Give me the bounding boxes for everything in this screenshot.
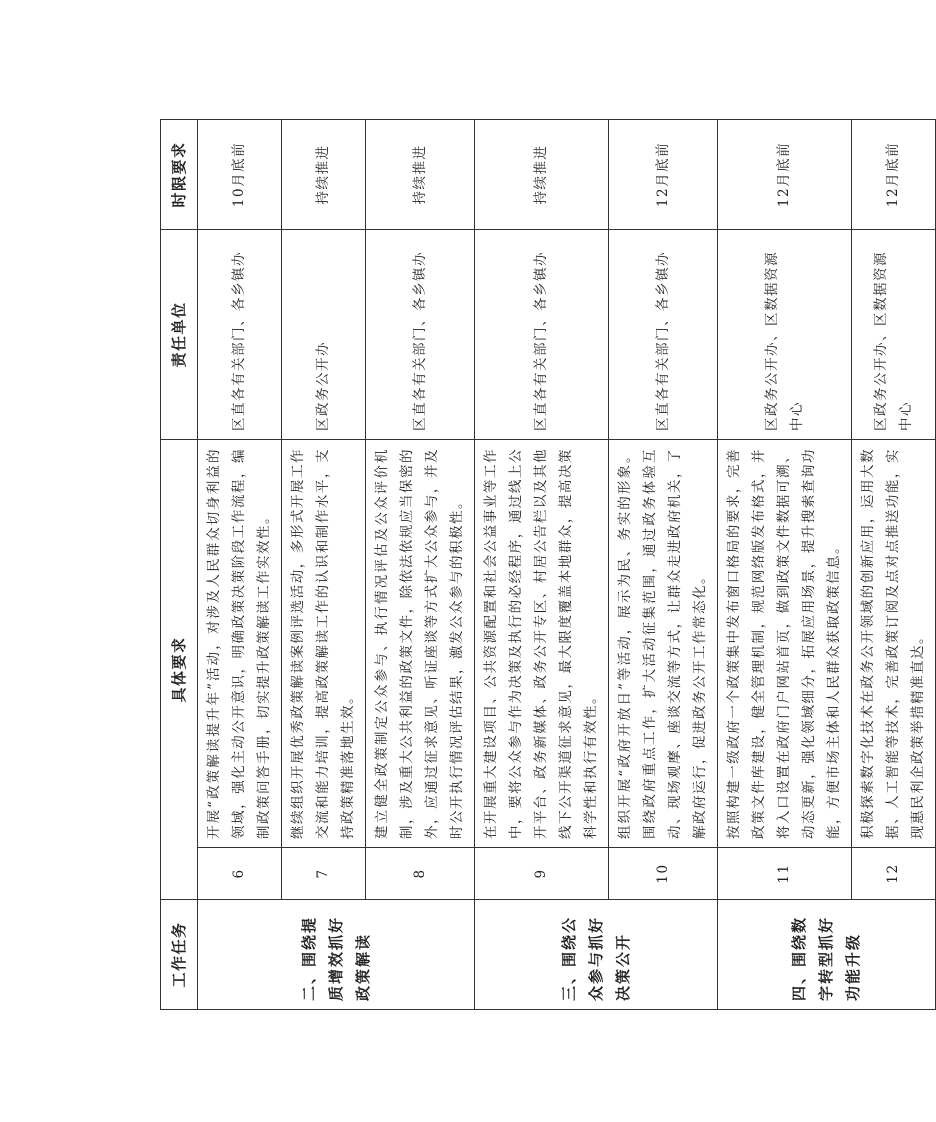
requirement-cell: 在开展重大建设项目、公共资源配置和社会公益事业等工作中，要将公众参与作为决策及执行的必经程序，通过线上公开平台、政务新媒体、政务公开专区、村居公告栏以及其他线下公开渠道征求意见，最大限度覆盖本地群众，提高决策科学性和执行有效性。: [475, 439, 609, 847]
table-row: [282, 119, 366, 1009]
rotated-page: [160, 120, 926, 1010]
row-number: 12: [852, 848, 936, 900]
header-task: 工作任务: [161, 900, 198, 1010]
row-number: 10: [609, 848, 718, 900]
table-row: [475, 119, 609, 1009]
requirement-cell: 积极探索数字化技术在政务公开领域的创新应用，运用大数据、人工智能等技术，完善政策订阅及点对点推送功能，实现惠民利企政策举措精准直达。: [852, 439, 936, 847]
header-unit: 责任单位: [161, 229, 198, 439]
deadline-cell: 12月底前: [718, 119, 852, 229]
row-number: 8: [366, 848, 475, 900]
requirement-cell: 继续组织开展优秀政策解读案例评选活动，多形式开展工作交流和能力培训，提高政策解读工作的认识和制作水平，支持政策精准落地生效。: [282, 439, 366, 847]
unit-cell: 区直各有关部门、各乡镇办: [609, 229, 718, 439]
requirement-cell: 建立健全政策制定公众参与、执行情况评估及公众评价机制，涉及重大公共利益的政策文件，除依法依规应当保密的外，应通过征求意见、听证座谈等方式扩大公众参与，并及时公开执行情况评估结果，激发公众参与的积极性。: [366, 439, 475, 847]
table-row: [366, 119, 475, 1009]
table-row: [718, 119, 852, 1009]
unit-cell: 区政务公开办、区数据资源中心: [852, 229, 936, 439]
task-cell: 二、围绕提质增效抓好政策解读: [198, 900, 475, 1010]
row-number: 6: [198, 848, 282, 900]
requirement-cell: 开展“政策解读提升年”活动，对涉及人民群众切身利益的领域，强化主动公开意识，明确政策决策阶段工作流程，编制政策问答手册，切实提升政策解读工作实效性。: [198, 439, 282, 847]
deadline-cell: 持续推进: [282, 119, 366, 229]
task-cell: 三、围绕公众参与抓好决策公开: [475, 900, 718, 1010]
deadline-cell: 持续推进: [366, 119, 475, 229]
table-row: [852, 119, 936, 1009]
task-table: [160, 119, 936, 1010]
deadline-cell: 10月底前: [198, 119, 282, 229]
header-requirement: 具体要求: [161, 439, 198, 899]
requirement-cell: 按照构建一级政府一个政策集中发布窗口格局的要求，完善政策文件库建设，健全管理机制，规范网络版发布格式，并将入口设置在政府门户网站首页，做到政策文件数据可溯、动态更新，强化领域细分，拓展应用场景，提升搜索查询功能，方便市场主体和人民群众获取政策信息。: [718, 439, 852, 847]
row-number: 9: [475, 848, 609, 900]
task-cell: 四、围绕数字转型抓好功能升级: [718, 900, 936, 1010]
unit-cell: 区直各有关部门、各乡镇办: [198, 229, 282, 439]
unit-cell: 区政务公开办、区数据资源中心: [718, 229, 852, 439]
row-number: 11: [718, 848, 852, 900]
row-number: 7: [282, 848, 366, 900]
unit-cell: 区直各有关部门、各乡镇办: [366, 229, 475, 439]
requirement-cell: 组织开展“政府开放日”等活动，展示为民、务实的形象。围绕政府重点工作，扩大活动征集范围，通过政务体验互动、现场观摩、座谈交流等方式，让群众走进政府机关，了解政府运行，促进政务公开工作常态化。: [609, 439, 718, 847]
deadline-cell: 12月底前: [609, 119, 718, 229]
deadline-cell: 12月底前: [852, 119, 936, 229]
table-row: [198, 119, 282, 1009]
unit-cell: 区政务公开办: [282, 229, 366, 439]
table-row: [609, 119, 718, 1009]
header-deadline: 时限要求: [161, 119, 198, 229]
deadline-cell: 持续推进: [475, 119, 609, 229]
header-row: [161, 119, 198, 1009]
unit-cell: 区直各有关部门、各乡镇办: [475, 229, 609, 439]
